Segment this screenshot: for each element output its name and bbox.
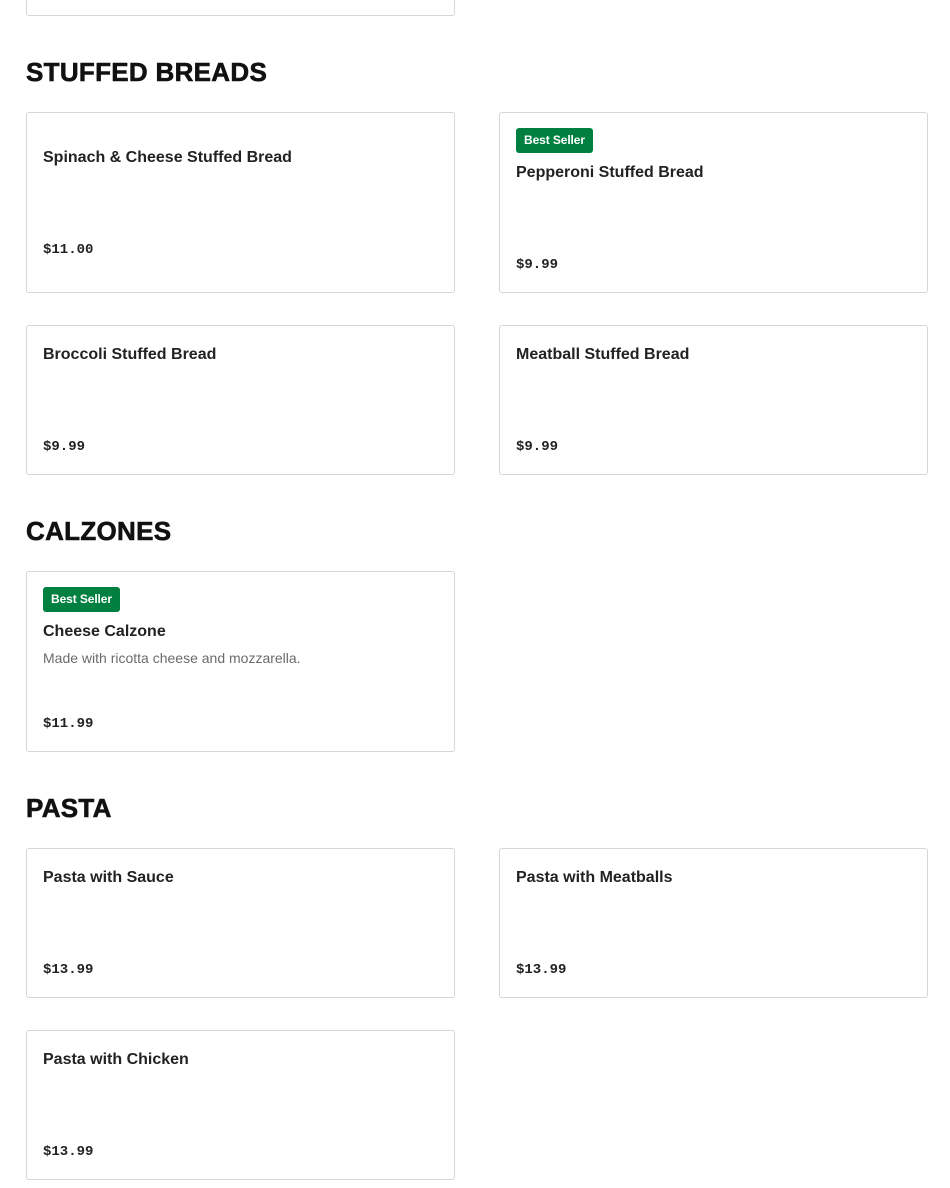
menu-item-card[interactable] (26, 112, 455, 293)
item-name: Broccoli Stuffed Bread (43, 346, 217, 363)
item-price: $13.99 (43, 962, 94, 978)
section-title-pasta: PASTA (26, 793, 112, 823)
menu-item-card[interactable] (26, 325, 455, 475)
item-price: $11.00 (43, 242, 94, 258)
item-name: Cheese Calzone (43, 623, 166, 640)
item-price: $9.99 (516, 257, 559, 273)
best-seller-badge: Best Seller (516, 128, 593, 153)
item-description: Made with ricotta cheese and mozzarella. (43, 650, 301, 666)
item-name: Spinach & Cheese Stuffed Bread (43, 149, 292, 166)
best-seller-badge: Best Seller (43, 587, 120, 612)
menu-item-card-previous[interactable] (26, 0, 455, 16)
item-name: Pasta with Chicken (43, 1051, 189, 1068)
menu-item-card[interactable] (26, 1030, 455, 1180)
item-name: Meatball Stuffed Bread (516, 346, 690, 363)
menu-item-card[interactable] (499, 112, 928, 293)
item-price: $11.99 (43, 716, 94, 732)
section-title-calzones: CALZONES (26, 516, 172, 546)
menu-item-card[interactable] (26, 571, 455, 752)
item-price: $13.99 (516, 962, 567, 978)
menu-item-card[interactable] (499, 325, 928, 475)
item-name: Pasta with Sauce (43, 869, 174, 886)
menu-item-card[interactable] (499, 848, 928, 998)
menu-item-card[interactable] (26, 848, 455, 998)
item-price: $13.99 (43, 1144, 94, 1160)
item-price: $9.99 (516, 439, 559, 455)
item-name: Pasta with Meatballs (516, 869, 673, 886)
item-name: Pepperoni Stuffed Bread (516, 164, 704, 181)
item-price: $9.99 (43, 439, 86, 455)
section-title-stuffed-breads: STUFFED BREADS (26, 57, 268, 87)
